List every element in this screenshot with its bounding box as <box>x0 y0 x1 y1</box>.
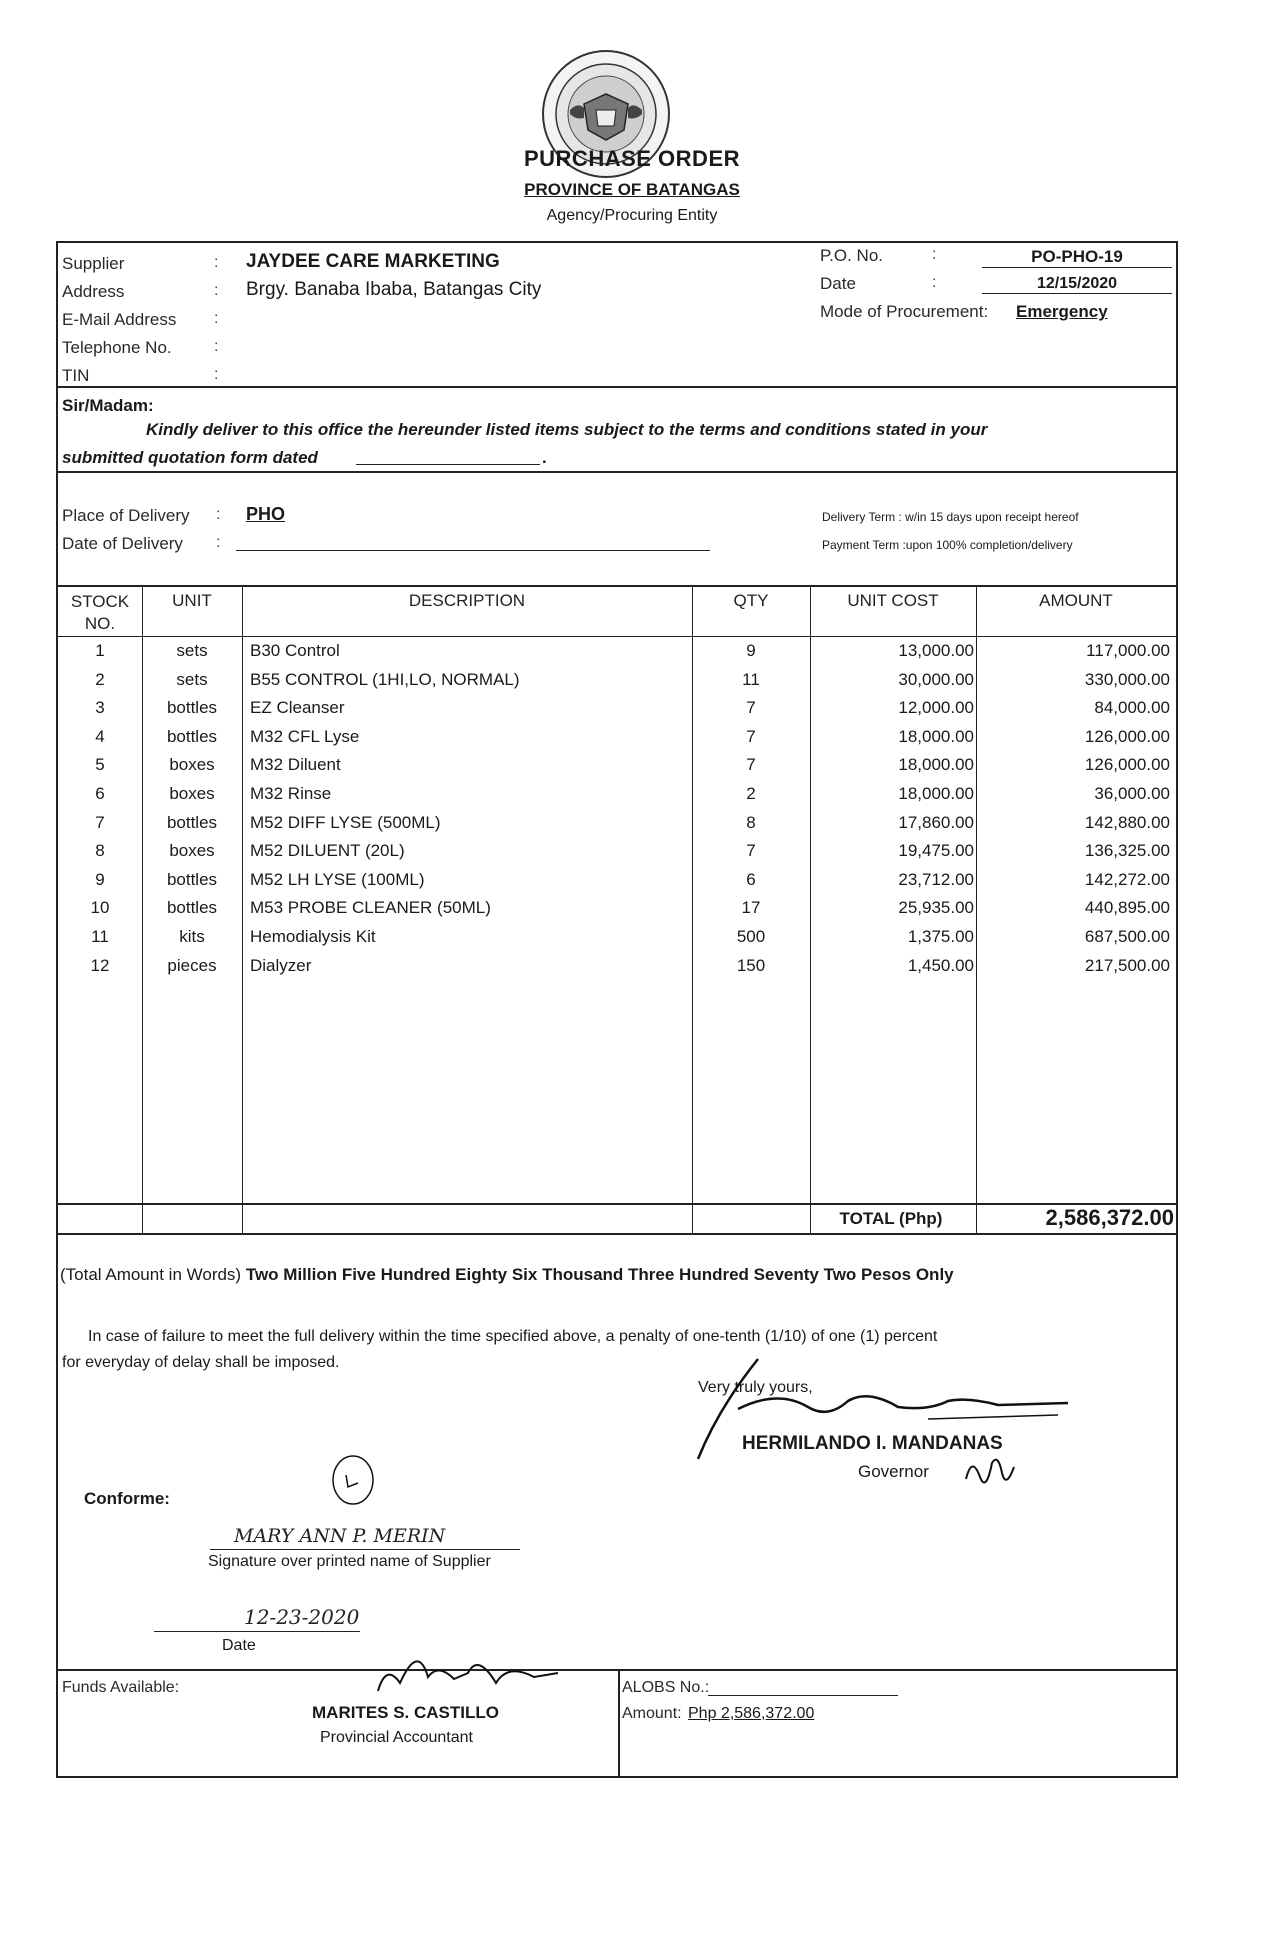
place-of-delivery: PHO <box>246 504 286 524</box>
header-divider <box>58 636 1176 637</box>
accountant-position: Provincial Accountant <box>320 1729 473 1746</box>
tin-label: TIN <box>62 366 90 385</box>
cell-desc: M32 Rinse <box>250 784 332 803</box>
colon: : <box>216 506 221 523</box>
cell-qty: 2 <box>746 784 756 803</box>
po-number: PO-PHO-19 <box>982 247 1172 268</box>
cell-desc: M52 DIFF LYSE (500ML) <box>250 812 441 832</box>
supplier-handwritten-name: MARY ANN P. MERIN <box>234 1525 446 1547</box>
very-truly-yours: Very truly yours, <box>698 1379 813 1396</box>
amount-label: Amount: <box>622 1705 682 1722</box>
table-row <box>58 695 1176 723</box>
cell-amount: 36,000.00 <box>1094 784 1170 803</box>
supplier-handwritten-date: 12-23-2020 <box>244 1605 360 1629</box>
total-label: TOTAL (Php) <box>839 1209 943 1228</box>
cell-qty: 500 <box>736 927 766 946</box>
penalty-line-1: In case of failure to meet the full delivery within the time specified above, a penalty of one-tenth (1/10) of one (1) percent <box>88 1328 938 1345</box>
cell-cost: 18,000.00 <box>898 755 974 775</box>
table-row <box>58 724 1176 752</box>
cell-cost: 1,450.00 <box>907 955 974 975</box>
colon: : <box>214 310 219 327</box>
header-stock-no: STOCK NO. <box>70 592 130 633</box>
header-amount: AMOUNT <box>1039 591 1113 610</box>
alobs-label: ALOBS No.: <box>622 1679 710 1696</box>
cell-cost: 1,375.00 <box>907 927 974 946</box>
cell-qty: 7 <box>746 726 756 746</box>
cell-no: 8 <box>95 841 105 861</box>
table-row <box>58 781 1176 809</box>
cell-desc: M52 DILUENT (20L) <box>250 841 405 861</box>
governor-position: Governor <box>858 1462 929 1481</box>
colon: : <box>214 282 219 299</box>
cell-amount: 142,880.00 <box>1084 812 1170 832</box>
salutation: Sir/Madam: <box>62 396 154 415</box>
cell-cost: 18,000.00 <box>898 784 974 803</box>
cell-unit: boxes <box>169 755 215 775</box>
header-unit: UNIT <box>172 591 212 610</box>
table-body <box>58 638 1176 1198</box>
cell-desc: B55 CONTROL (1HI,LO, NORMAL) <box>250 669 520 689</box>
header-qty: QTY <box>733 591 769 610</box>
supplier-initial <box>328 1453 378 1507</box>
divider <box>58 471 1176 473</box>
date-caption: Date <box>222 1637 256 1654</box>
place-of-delivery-label: Place of Delivery <box>62 506 190 525</box>
colon: : <box>214 338 219 355</box>
colon: : <box>932 246 937 263</box>
cell-desc: M32 CFL Lyse <box>250 726 360 746</box>
cell-no: 10 <box>90 898 110 918</box>
cell-amount: 217,500.00 <box>1084 955 1170 975</box>
funds-col-divider <box>618 1669 620 1776</box>
cell-qty: 8 <box>746 812 756 832</box>
supplier-address: Brgy. Banaba Ibaba, Batangas City <box>246 279 542 300</box>
funds-divider <box>58 1669 1176 1671</box>
initial-mark <box>958 1449 1018 1499</box>
cell-no: 9 <box>95 869 105 889</box>
po-number-label: P.O. No. <box>820 246 883 265</box>
supplier-name: JAYDEE CARE MARKETING <box>246 251 500 272</box>
supplier-signature-caption: Signature over printed name of Supplier <box>208 1553 491 1570</box>
cell-qty: 7 <box>746 755 756 775</box>
cell-desc: M52 LH LYSE (100ML) <box>250 869 425 889</box>
cell-desc: B30 Control <box>250 641 340 660</box>
cell-unit: bottles <box>166 869 218 889</box>
mode-of-procurement: Emergency <box>1016 302 1108 321</box>
period: . <box>542 448 547 467</box>
governor-name: HERMILANDO I. MANDANAS <box>742 1433 1003 1454</box>
cell-cost: 30,000.00 <box>898 669 974 689</box>
cell-no: 11 <box>91 927 109 946</box>
cell-amount: 126,000.00 <box>1084 755 1170 775</box>
cell-desc: Dialyzer <box>250 955 312 975</box>
cell-no: 5 <box>95 755 105 775</box>
cell-no: 2 <box>95 669 105 689</box>
mode-of-procurement-label: Mode of Procurement: <box>820 302 989 321</box>
table-bottom-border <box>58 1233 1176 1235</box>
cell-qty: 11 <box>742 669 760 689</box>
divider <box>58 386 1176 388</box>
table-top-border <box>58 585 1176 587</box>
colon: : <box>214 254 219 271</box>
cell-amount: 84,000.00 <box>1094 698 1170 718</box>
cell-amount: 117,000.00 <box>1086 641 1170 660</box>
funds-amount: Php 2,586,372.00 <box>688 1705 815 1722</box>
amount-in-words-label: (Total Amount in Words) <box>60 1265 242 1284</box>
cell-unit: bottles <box>166 812 218 832</box>
cell-desc: EZ Cleanser <box>250 698 345 718</box>
table-row <box>58 667 1176 695</box>
cell-qty: 17 <box>741 898 761 918</box>
table-row <box>58 810 1176 838</box>
cell-no: 7 <box>95 812 105 832</box>
cell-unit: pieces <box>167 955 217 975</box>
cell-desc: Hemodialysis Kit <box>250 927 376 946</box>
quotation-date-blank <box>356 464 540 465</box>
cell-cost: 13,000.00 <box>898 641 974 660</box>
cell-qty: 150 <box>736 955 766 975</box>
header-description: DESCRIPTION <box>408 591 526 610</box>
table-row <box>58 953 1176 981</box>
header-unit-cost: UNIT COST <box>847 591 939 610</box>
table-row <box>58 752 1176 780</box>
delivery-term: Delivery Term : w/in 15 days upon receipt hereof <box>822 510 1079 524</box>
cell-amount: 687,500.00 <box>1084 927 1170 946</box>
cell-cost: 17,860.00 <box>898 812 974 832</box>
cell-unit: bottles <box>166 726 218 746</box>
cell-qty: 7 <box>746 698 756 718</box>
cell-unit: sets <box>176 669 208 689</box>
accountant-signature <box>358 1643 588 1699</box>
province-name: PROVINCE OF BATANGAS <box>524 180 740 199</box>
letter-line-2: submitted quotation form dated <box>62 448 318 467</box>
cell-qty: 7 <box>746 841 756 861</box>
purchase-order-form <box>56 241 1178 1778</box>
funds-available-label: Funds Available: <box>62 1679 180 1696</box>
supplier-signature-line <box>210 1549 520 1550</box>
penalty-line-2: for everyday of delay shall be imposed. <box>62 1354 340 1371</box>
date-of-delivery-label: Date of Delivery <box>62 534 183 553</box>
cell-amount: 330,000.00 <box>1084 669 1170 689</box>
supplier-label: Supplier <box>62 254 125 273</box>
payment-term: Payment Term :upon 100% completion/delivery <box>822 538 1073 552</box>
cell-no: 12 <box>90 955 110 975</box>
table-row <box>58 867 1176 895</box>
cell-no: 1 <box>95 641 105 660</box>
po-date: 12/15/2020 <box>982 275 1172 294</box>
table-row <box>58 924 1176 952</box>
cell-qty: 6 <box>746 869 756 889</box>
cell-desc: M53 PROBE CLEANER (50ML) <box>250 898 491 918</box>
cell-no: 6 <box>95 784 105 803</box>
alobs-blank <box>708 1695 898 1696</box>
date-line <box>154 1631 360 1632</box>
agency-label: Agency/Procuring Entity <box>546 207 718 224</box>
telephone-label: Telephone No. <box>62 338 172 357</box>
colon: : <box>932 274 937 291</box>
cell-no: 3 <box>95 698 105 718</box>
cell-unit: boxes <box>169 841 215 861</box>
colon: : <box>216 534 221 551</box>
cell-cost: 19,475.00 <box>898 841 974 861</box>
colon: : <box>214 366 219 383</box>
cell-amount: 142,272.00 <box>1084 869 1170 889</box>
cell-amount: 136,325.00 <box>1084 841 1170 861</box>
cell-unit: bottles <box>166 698 218 718</box>
conforme-label: Conforme: <box>84 1489 170 1508</box>
cell-unit: boxes <box>169 784 215 803</box>
cell-amount: 440,895.00 <box>1084 898 1170 918</box>
letter-line-1: Kindly deliver to this office the hereunder listed items subject to the terms and conditions stated in your <box>146 420 988 439</box>
amount-in-words <box>60 1265 954 1285</box>
cell-cost: 23,712.00 <box>898 869 974 889</box>
cell-cost: 25,935.00 <box>898 898 974 918</box>
accountant-name: MARITES S. CASTILLO <box>312 1703 499 1722</box>
amount-in-words-value: Two Million Five Hundred Eighty Six Thousand Three Hundred Seventy Two Pesos Only <box>245 1265 954 1284</box>
date-of-delivery-blank <box>236 550 710 551</box>
cell-cost: 12,000.00 <box>898 698 974 718</box>
total-amount: 2,586,372.00 <box>1045 1205 1174 1230</box>
document-title: PURCHASE ORDER <box>523 146 741 171</box>
cell-unit: kits <box>179 927 205 946</box>
cell-amount: 126,000.00 <box>1084 726 1170 746</box>
po-date-label: Date <box>820 274 856 293</box>
cell-unit: sets <box>176 641 208 660</box>
table-row <box>58 638 1176 666</box>
cell-no: 4 <box>95 726 105 746</box>
cell-qty: 9 <box>746 641 756 660</box>
table-row <box>58 895 1176 923</box>
table-row <box>58 838 1176 866</box>
cell-desc: M32 Diluent <box>250 755 341 775</box>
address-label: Address <box>62 282 125 301</box>
cell-unit: bottles <box>166 898 218 918</box>
email-label: E-Mail Address <box>62 310 177 329</box>
cell-cost: 18,000.00 <box>898 726 974 746</box>
